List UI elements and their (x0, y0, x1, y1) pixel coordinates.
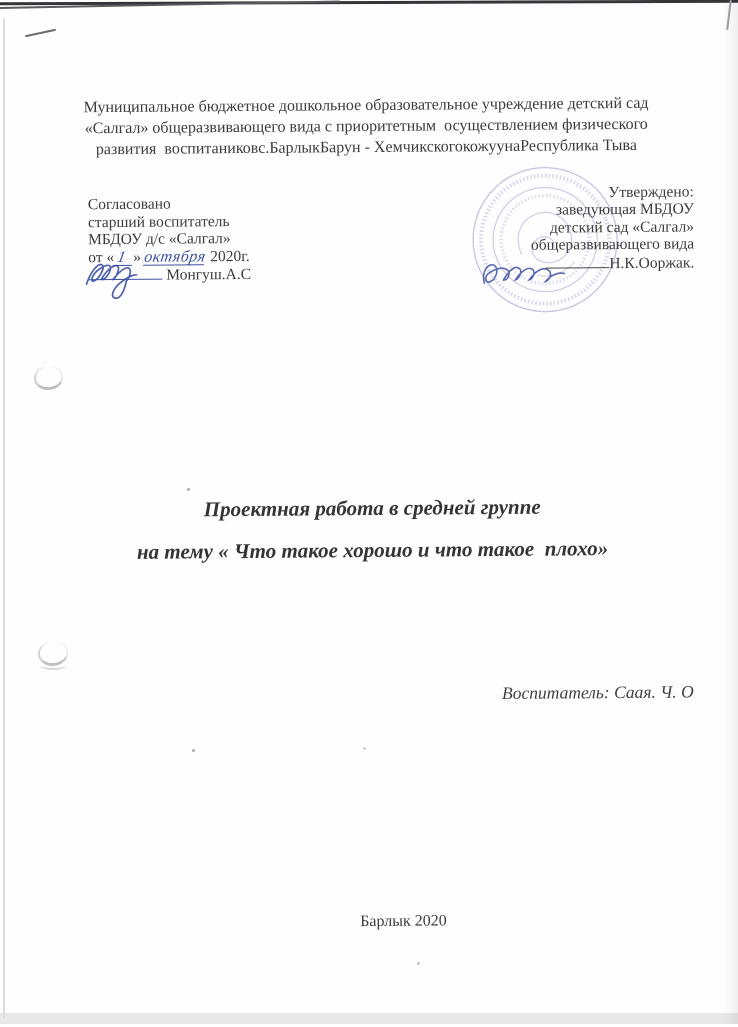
approved-title: Утверждено: (608, 183, 694, 202)
title-line-1: Проектная работа в средней группе (203, 494, 541, 522)
footer-city-year: Барлык 2020 (360, 912, 447, 931)
agreed-signer-name: Монгуш.А.С (166, 266, 252, 284)
approved-signature-icon (476, 252, 576, 301)
author-line: Воспитатель: Саая. Ч. О (501, 681, 694, 703)
approved-line: детский сад «Салгал» (549, 218, 695, 237)
agreed-org: МБДОУ д/с «Салгал» (88, 230, 231, 249)
institution-header-line: развития воспитаниковс.БарлыкБарун - ХемчикскогокожуунаРеспублика Тыва (95, 136, 637, 159)
institution-header-line: «Салгал» общеразвивающего вида с приоритетным осуществлением физического (84, 115, 648, 138)
institution-header (66, 93, 666, 161)
date-prefix: от « (88, 248, 115, 266)
agreed-role: старший воспитатель (87, 212, 230, 231)
approved-line: заведующая МБДОУ (555, 200, 694, 219)
date-day-handwritten: 1 (113, 251, 135, 266)
institution-header-line: Муниципальное бюджетное дошкольное образовательное учреждение детский сад (83, 94, 649, 117)
agreed-title: Согласовано (87, 195, 171, 214)
title-line-2: на тему « Что такое хорошо и что такое плохо» (136, 536, 609, 564)
approved-line: общеразвивающего вида (530, 235, 695, 254)
agreed-signature-icon (82, 247, 186, 304)
document-title (0, 493, 738, 566)
date-month-handwritten: октября (142, 248, 207, 266)
date-year: 2020г. (210, 247, 250, 266)
date-close-quote: » (133, 248, 142, 266)
approved-signer-name: Н.К.Ооржак. (609, 254, 695, 272)
